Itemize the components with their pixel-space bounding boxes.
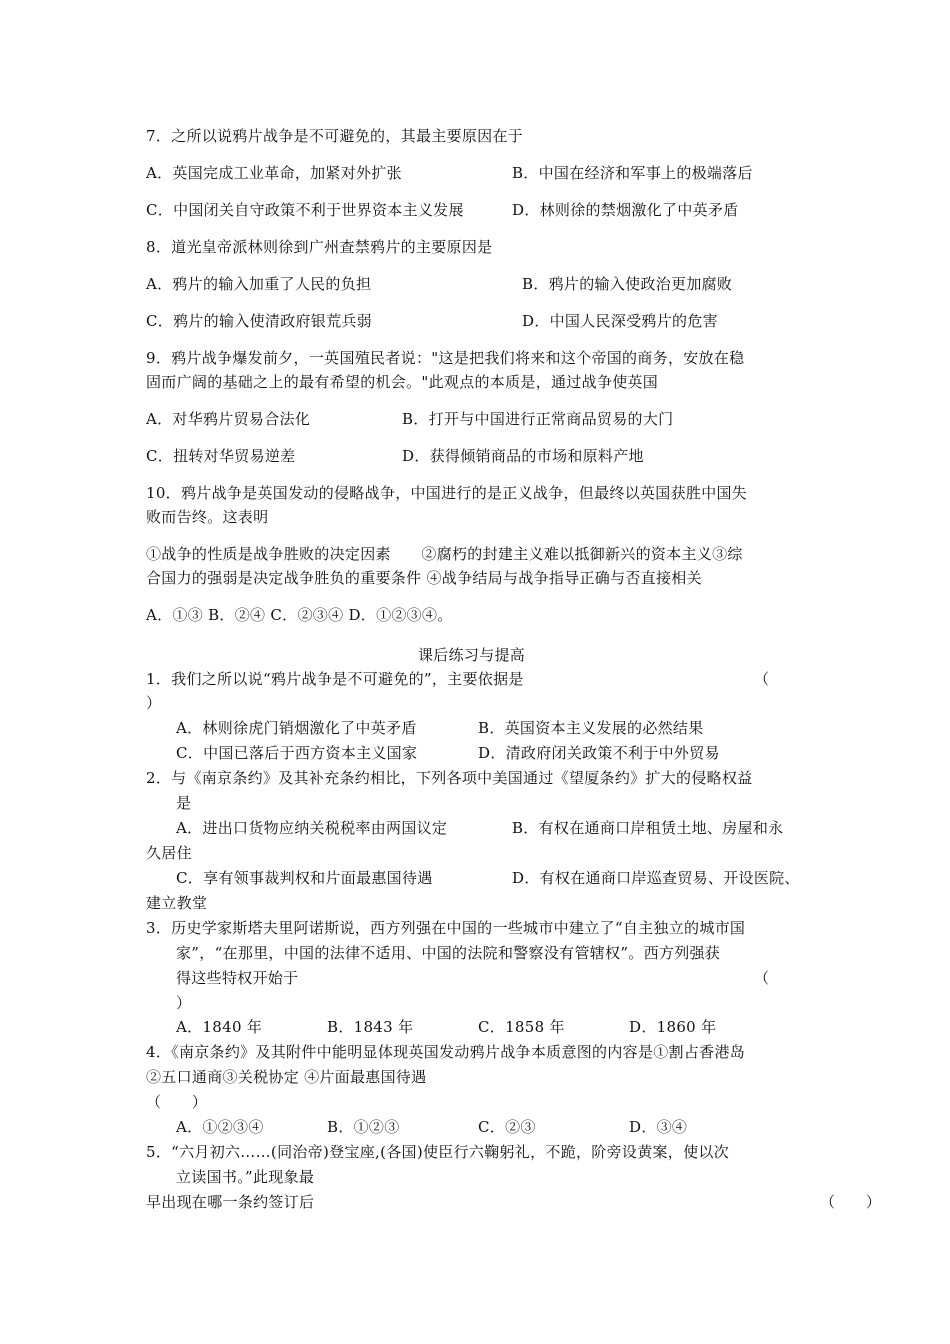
practice-3-stem-line-2: 家”，“在那里，中国的法律不适用、中国的法院和警察没有管辖权”。西方列强获 [176,944,721,962]
practice-4-option-c: C．②③ [478,1118,536,1136]
question-9-option-b: B．打开与中国进行正常商品贸易的大门 [402,410,674,428]
practice-3-option-a: A．1840 年 [176,1018,263,1036]
question-10-stem-line-1: 10．鸦片战争是英国发动的侵略战争，中国进行的是正义战争，但最终以英国获胜中国失 [146,484,748,502]
question-7-option-c: C．中国闭关自守政策不利于世界资本主义发展 [146,201,464,219]
question-8-option-c: C．鸦片的输入使清政府银荒兵弱 [146,312,372,330]
question-7-option-b: B．中国在经济和军事上的极端落后 [512,164,753,182]
practice-1-stem: 1．我们之所以说“鸦片战争是不可避免的”，主要依据是 [146,670,524,688]
question-9-option-a: A．对华鸦片贸易合法化 [146,410,311,428]
section-title: 课后练习与提高 [418,646,526,664]
practice-2-option-b-line-2: 久居住 [146,844,192,862]
practice-4-option-a: A．①②③④ [176,1118,264,1136]
question-9-stem-line-2: 固而广阔的基础之上的最有希望的机会。"此观点的本质是，通过战争使英国 [146,373,659,391]
practice-4-stem-line-1: 4．《南京条约》及其附件中能明显体现英国发动鸦片战争本质意图的内容是①割占香港岛 [146,1043,746,1061]
practice-1-option-b: B．英国资本主义发展的必然结果 [478,719,704,737]
practice-2-option-d-line-1: D．有权在通商口岸巡查贸易、开设医院、 [512,869,800,887]
practice-3-stem-line-1: 3．历史学家斯塔夫里阿诺斯说，西方列强在中国的一些城市中建立了“自主独立的城市国 [146,919,746,937]
practice-5-paren: （ ） [820,1193,882,1211]
practice-4-option-d: D．③④ [629,1118,688,1136]
practice-4-paren: （ ） [146,1093,208,1111]
practice-5-stem-line-1: 5．“六月初六……(同治帝)登宝座,(各国)使臣行六鞠躬礼，不跪，阶旁设黄案，使以次 [146,1143,729,1161]
question-8-option-d: D．中国人民深受鸦片的危害 [522,312,718,330]
practice-2-stem-line-2: 是 [176,794,192,812]
practice-4-stem-line-2: ②五口通商③关税协定 ④片面最惠国待遇 [146,1068,427,1086]
question-8-stem: 8．道光皇帝派林则徐到广州查禁鸦片的主要原因是 [146,238,493,256]
question-10-options: A．①③ B．②④ C．②③④ D．①②③④。 [146,606,453,624]
question-7-option-a: A．英国完成工业革命，加紧对外扩张 [146,164,402,182]
practice-3-option-b: B．1843 年 [327,1018,414,1036]
question-9-option-c: C．扭转对华贸易逆差 [146,447,296,465]
question-9-option-d: D．获得倾销商品的市场和原料产地 [402,447,644,465]
practice-1-paren-close: ） [146,694,162,712]
question-8-option-b: B．鸦片的输入使政治更加腐败 [522,275,733,293]
practice-5-stem-line-3: 早出现在哪一条约签订后 [146,1193,315,1211]
practice-4-option-b: B．①②③ [327,1118,400,1136]
practice-3-option-c: C．1858 年 [478,1018,565,1036]
practice-2-option-b-line-1: B．有权在通商口岸租赁土地、房屋和永 [512,819,784,837]
practice-1-option-a: A．林则徐虎门销烟激化了中英矛盾 [176,719,417,737]
practice-2-stem-line-1: 2．与《南京条约》及其补充条约相比，下列各项中美国通过《望厦条约》扩大的侵略权益 [146,769,753,787]
question-10-items-line-2: 合国力的强弱是决定战争胜负的重要条件 ④战争结局与战争指导正确与否直接相关 [146,569,702,587]
practice-1-option-c: C．中国已落后于西方资本主义国家 [176,744,418,762]
question-10-stem-line-2: 败而告终。这表明 [146,508,269,526]
practice-2-option-a: A．进出口货物应纳关税税率由两国议定 [176,819,448,837]
practice-3-paren-open: （ [754,969,770,987]
practice-3-stem-line-3: 得这些特权开始于 [176,969,299,987]
practice-2-option-d-line-2: 建立教堂 [146,894,208,912]
practice-3-option-d: D．1860 年 [629,1018,717,1036]
question-10-items-line-1: ①战争的性质是战争胜败的决定因素 ②腐朽的封建主义难以抵御新兴的资本主义③综 [146,545,743,563]
practice-5-stem-line-2: 立读国书。”此现象最 [176,1168,315,1186]
practice-2-option-c: C．享有领事裁判权和片面最惠国待遇 [176,869,433,887]
question-7-option-d: D．林则徐的禁烟激化了中英矛盾 [512,201,739,219]
question-7-stem: 7．之所以说鸦片战争是不可避免的，其最主要原因在于 [146,127,524,145]
practice-1-paren-open: （ [754,670,770,688]
practice-1-option-d: D．清政府闭关政策不利于中外贸易 [478,744,720,762]
question-8-option-a: A．鸦片的输入加重了人民的负担 [146,275,372,293]
practice-3-paren-close: ） [176,994,192,1012]
question-9-stem-line-1: 9．鸦片战争爆发前夕，一英国殖民者说："这是把我们将来和这个帝国的商务，安放在稳 [146,349,745,367]
